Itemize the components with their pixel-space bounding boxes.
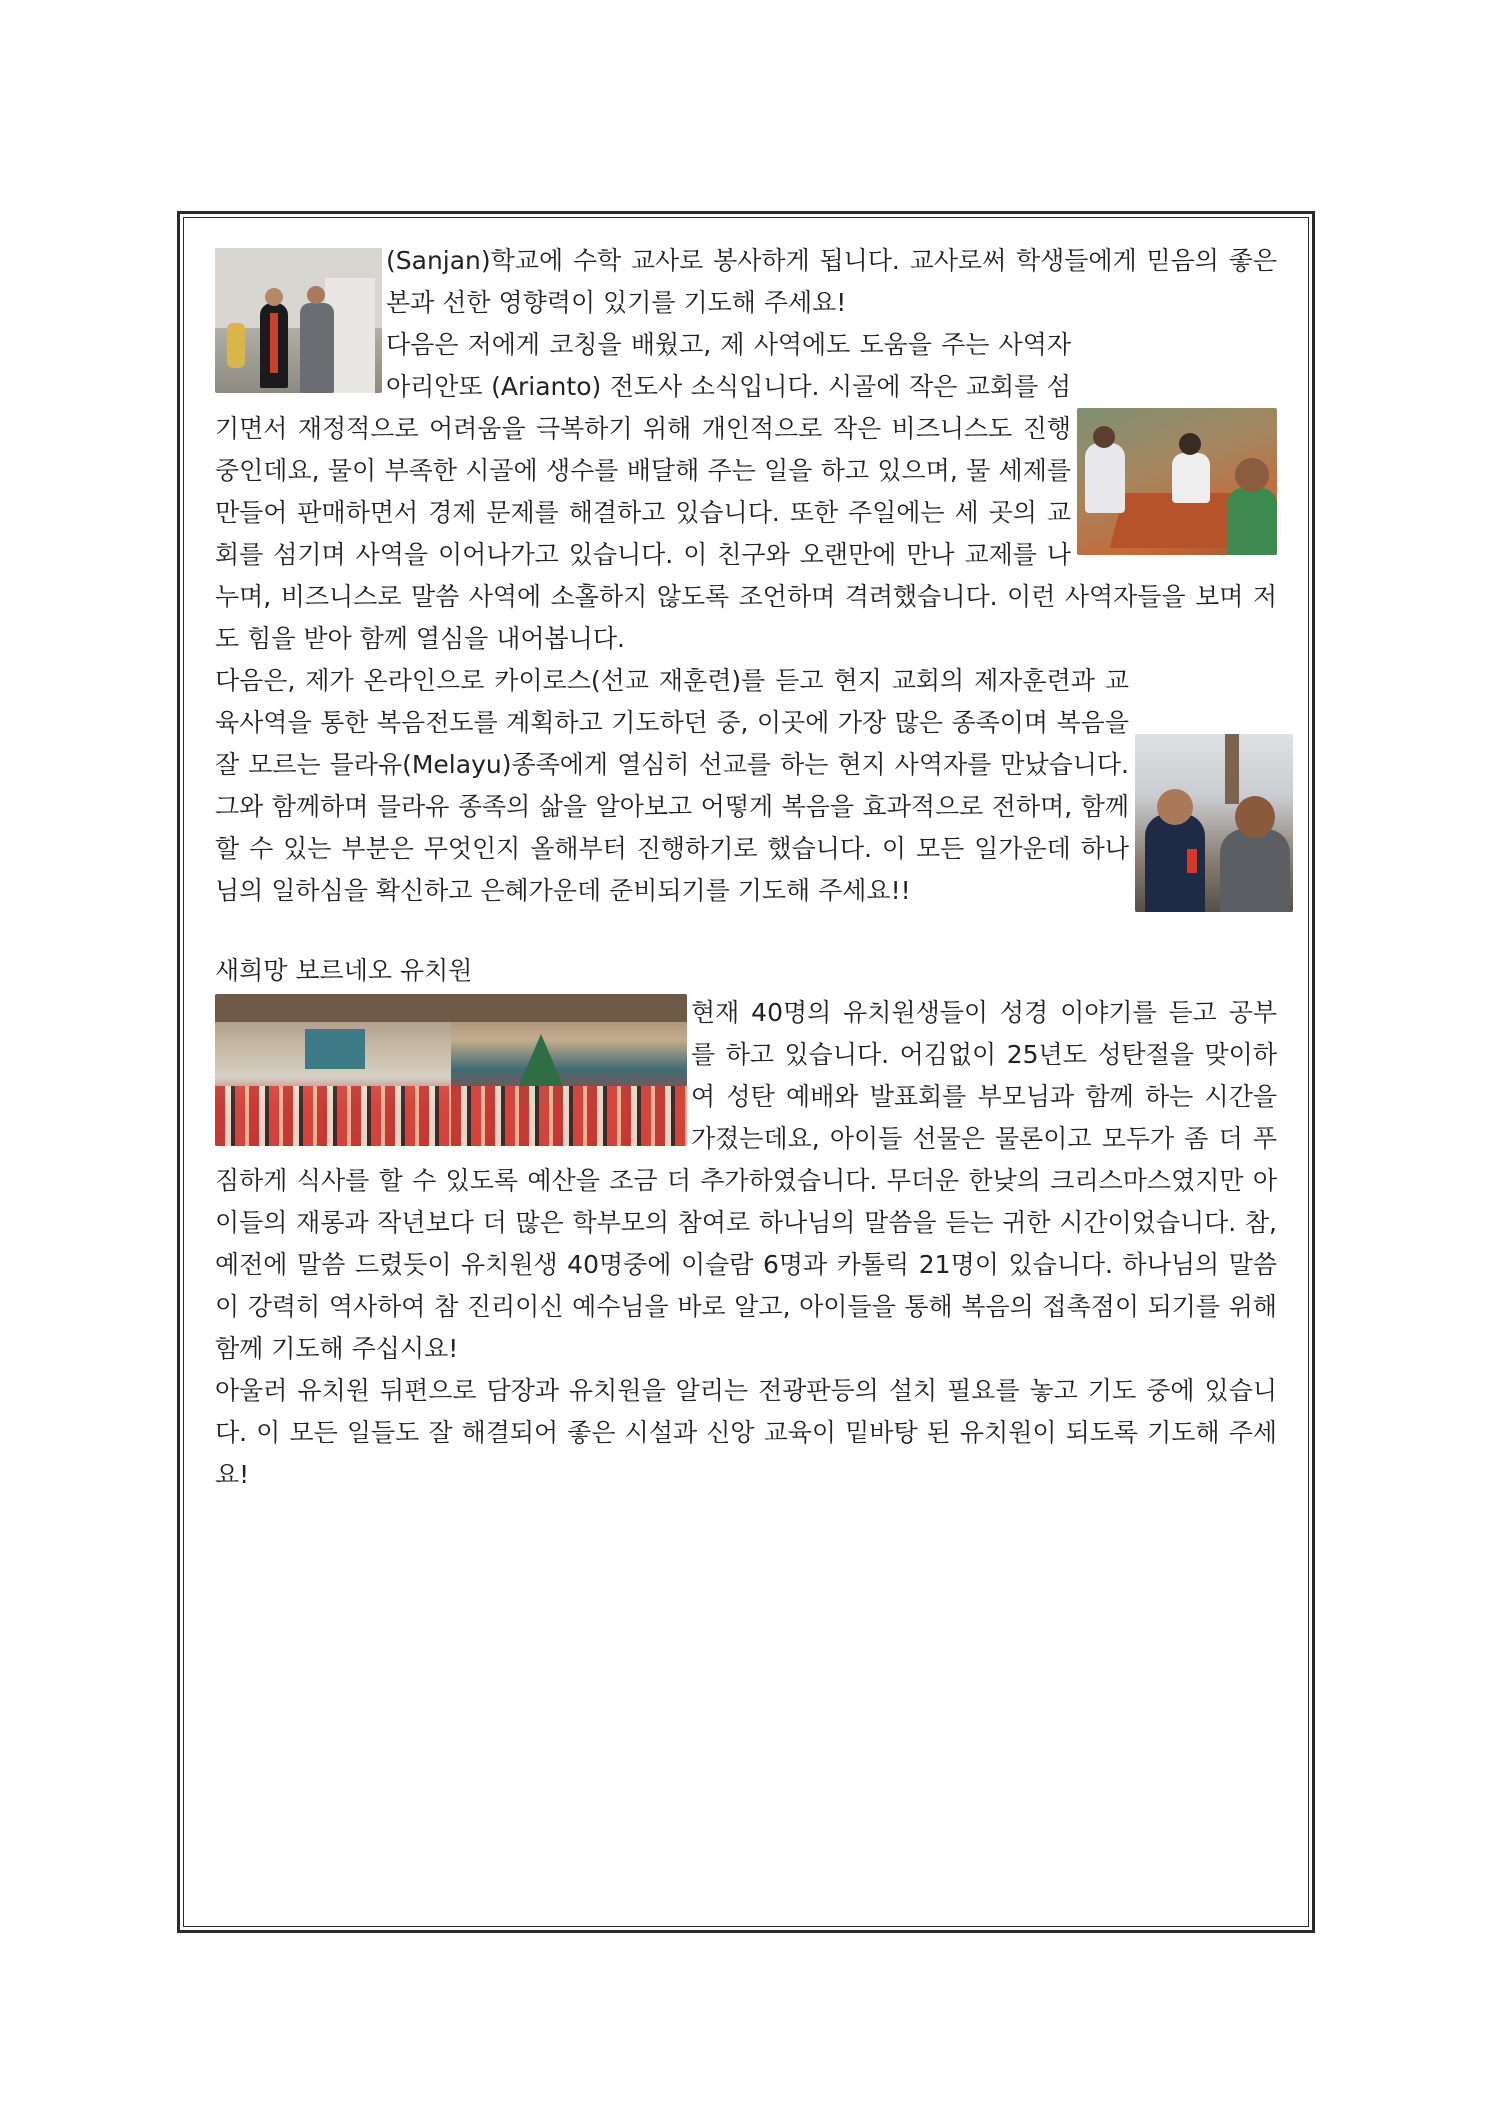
christmas-group-photo [215,994,451,1146]
paragraph-melayu-text: 다음은, 제가 온라인으로 카이로스(선교 재훈련)를 듣고 현지 교회의 제자훈련과 교육사역을 통한 복음전도를 계획하고 기도하던 중, 이곳에 가장 많은 종족이며 복음을 잘 모르는 믈라유(Melayu)종족에게 열심히 선교를 하는 현지 사역자를 만났습니다. 그와 함께하며 믈라유 종족의 삶을 알아보고 어떻게 복음을 효과적으로 전하며, 함께 할 수 있는 부분은 무엇인지 올해부터 진행하기로 했습니다. 이 모든 일가운데 하나님의 일하심을 확신하고 은혜가운데 준비되기를 기도해 주세요!! [215,666,1129,905]
paragraph-arianto-text: 다음은 저에게 코칭을 배웠고, 제 사역에도 도움을 주는 사역자 아리안또 (Arianto) 전도사 소식입니다. 시골에 작은 교회를 섬기면서 재정적으로 어려움을 극복하기 위해 개인적으로 작은 비즈니스도 진행 중인데요, 물이 부족한 시골에 생수를 배달해 주는 일을 하고 있으며, 물 세제를 만들어 판매하면서 경제 문제를 해결하고 있습니다. 또한 주일에는 세 곳의 교회를 섬기며 사역을 이어나가고 있습니다. 이 친구와 오랜만에 만나 교제를 나누며, 비즈니스로 말씀 사역에 소홀하지 않도록 조언하며 격려했습니다. 이런 사역자들을 보며 저도 힘을 받아 함께 열심을 내어봅니다. [215,330,1277,653]
newsletter-body [215,240,1277,1496]
selfie-photo [1135,734,1293,912]
section-title-kindergarten: 새희망 보르네오 유치원 [215,956,473,985]
kindergarten-christmas-photo [215,994,687,1146]
cafe-meeting-photo [1077,408,1277,555]
paragraph-teacher: (Sanjan)학교에 수학 교사로 봉사하게 됩니다. 교사로써 학생들에게 믿음의 좋은 본과 선한 영향력이 있기를 기도해 주세요! [386,246,1277,317]
paragraph-facilities: 아울러 유치원 뒤편으로 담장과 유치원을 알리는 전광판등의 설치 필요를 놓고 기도 중에 있습니다. 이 모든 일들도 잘 해결되어 좋은 시설과 신앙 교육이 밑바탕 된 유치원이 되도록 기도해 주세요! [215,1376,1277,1489]
paragraph-melayu [215,660,1277,912]
graduation-photo [215,248,382,393]
christmas-stage-photo [451,994,687,1146]
paragraph-kindergarten: 현재 40명의 유치원생들이 성경 이야기를 듣고 공부를 하고 있습니다. 어김없이 25년도 성탄절을 맞이하여 성탄 예배와 발표회를 부모님과 함께 하는 시간을 가졌는데요, 아이들 선물은 물론이고 모두가 좀 더 푸짐하게 식사를 할 수 있도록 예산을 조금 더 추가하였습니다. 무더운 한낮의 크리스마스였지만 아이들의 재롱과 작년보다 더 많은 학부모의 참여로 하나님의 말씀을 듣는 귀한 시간이었습니다. 참, 예전에 말씀 드렸듯이 유치원생 40명중에 이슬람 6명과 카톨릭 21명이 있습니다. 하나님의 말씀이 강력히 역사하여 참 진리이신 예수님을 바로 알고, 아이들을 통해 복음의 접촉점이 되기를 위해 함께 기도해 주십시요! [215,998,1277,1363]
